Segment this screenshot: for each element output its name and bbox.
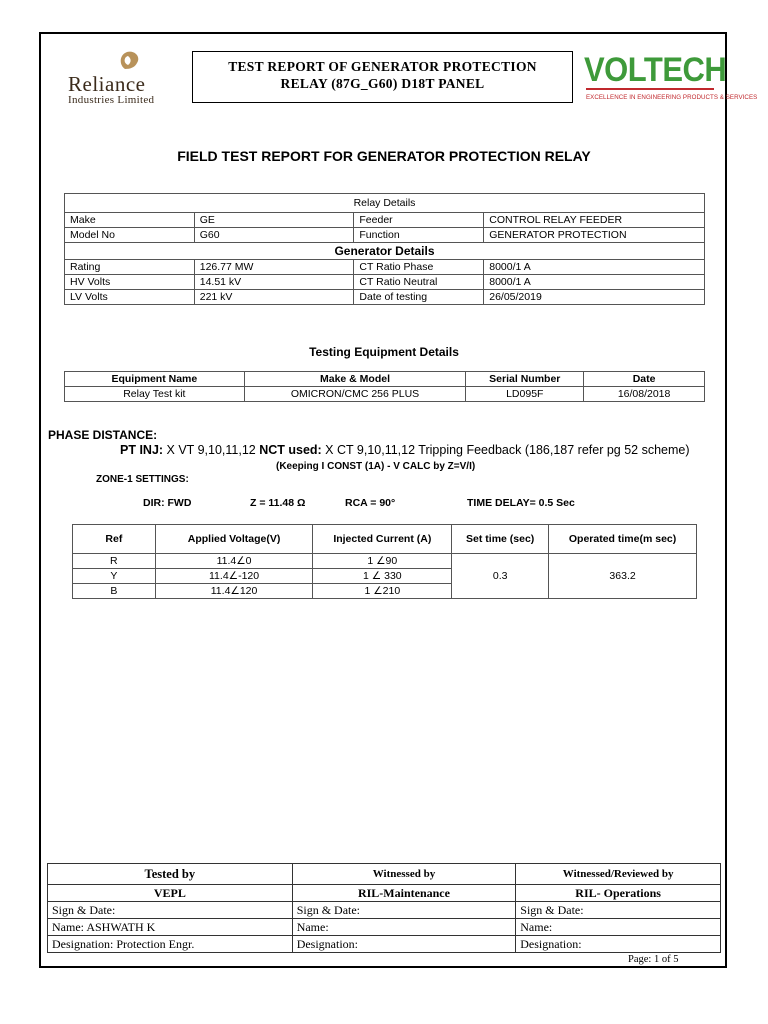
cell: 1 ∠ 330 [313, 569, 452, 584]
cell: B [73, 584, 156, 599]
table-header-row [73, 525, 697, 554]
cell: Designation: [516, 936, 721, 953]
cell: Function [354, 228, 484, 243]
relay-details-heading: Relay Details [65, 194, 705, 213]
table-row [65, 243, 705, 260]
column-header: Date [584, 372, 705, 387]
generator-details-heading: Generator Details [65, 243, 705, 260]
company-subtitle: Industries Limited [68, 94, 155, 106]
org-cell: RIL-Maintenance [292, 885, 516, 902]
cell: HV Volts [65, 275, 195, 290]
cell: LV Volts [65, 290, 195, 305]
zone-settings-label: ZONE-1 SETTINGS: [96, 474, 189, 485]
phase-distance-title: PHASE DISTANCE: [48, 428, 158, 442]
pt-value: X VT 9,10,11,12 [163, 443, 260, 457]
org-cell: RIL- Operations [516, 885, 721, 902]
cell: 16/08/2018 [584, 387, 705, 402]
cell: CT Ratio Neutral [354, 275, 484, 290]
company-name: Reliance [68, 72, 146, 96]
cell: 8000/1 A [484, 275, 705, 290]
page-number: Page: 1 of 5 [628, 954, 679, 965]
cell: Designation: Protection Engr. [48, 936, 293, 953]
time-delay-setting: TIME DELAY= 0.5 Sec [467, 497, 575, 509]
rca-setting: RCA = 90° [345, 497, 396, 509]
column-header: Operated time(m sec) [549, 525, 697, 554]
cell: GENERATOR PROTECTION [484, 228, 705, 243]
table-row [65, 275, 705, 290]
cell: 26/05/2019 [484, 290, 705, 305]
cell: G60 [194, 228, 354, 243]
cell: Name: ASHWATH K [48, 919, 293, 936]
table-row [48, 936, 721, 953]
cell: Designation: [292, 936, 516, 953]
table-row [65, 228, 705, 243]
cell: Relay Test kit [65, 387, 245, 402]
test-results-table [72, 524, 697, 599]
table-header-row [65, 372, 705, 387]
column-header: Set time (sec) [452, 525, 549, 554]
cell: Rating [65, 260, 195, 275]
column-header: Witnessed by [292, 864, 516, 885]
nct-label: NCT used: [259, 443, 322, 457]
cell: Y [73, 569, 156, 584]
cell: 14.51 kV [194, 275, 354, 290]
table-row [48, 902, 721, 919]
main-title: FIELD TEST REPORT FOR GENERATOR PROTECTION RELAY [177, 148, 591, 164]
column-header: Tested by [48, 864, 293, 885]
cell: GE [194, 213, 354, 228]
cell: 126.77 MW [194, 260, 354, 275]
column-header: Witnessed/Reviewed by [516, 864, 721, 885]
cell: Make [65, 213, 195, 228]
cell: Sign & Date: [48, 902, 293, 919]
cell: Feeder [354, 213, 484, 228]
cell: CONTROL RELAY FEEDER [484, 213, 705, 228]
cell: 11.4∠0 [155, 554, 313, 569]
cell: Name: [516, 919, 721, 936]
cell: Sign & Date: [292, 902, 516, 919]
keeping-note: (Keeping I CONST (1A) - V CALC by Z=V/I) [276, 461, 476, 472]
cell: OMICRON/CMC 256 PLUS [244, 387, 466, 402]
equipment-table [64, 371, 705, 402]
cell: 8000/1 A [484, 260, 705, 275]
column-header: Injected Current (A) [313, 525, 452, 554]
column-header: Serial Number [466, 372, 584, 387]
cell: Model No [65, 228, 195, 243]
direction-setting: DIR: FWD [143, 497, 192, 509]
equipment-title: Testing Equipment Details [309, 345, 459, 359]
cell: 1 ∠90 [313, 554, 452, 569]
report-title-line2: RELAY (87G_G60) D18T PANEL [280, 76, 485, 91]
vendor-tagline: EXCELLENCE IN ENGINEERING PRODUCTS & SERVICES [586, 94, 758, 101]
table-row [65, 387, 705, 402]
table-row [65, 194, 705, 213]
column-header: Ref [73, 525, 156, 554]
cell: 11.4∠-120 [155, 569, 313, 584]
table-row [48, 885, 721, 902]
report-title-line1: TEST REPORT OF GENERATOR PROTECTION [228, 59, 537, 74]
cell: 1 ∠210 [313, 584, 452, 599]
set-time-cell: 0.3 [452, 554, 549, 599]
cell: Date of testing [354, 290, 484, 305]
vendor-logo: VOLTECH [584, 50, 727, 89]
vendor-logo-rule [586, 88, 714, 90]
table-row [65, 213, 705, 228]
cell: 11.4∠120 [155, 584, 313, 599]
table-row [65, 260, 705, 275]
report-title-box [192, 51, 573, 103]
relay-details-table [64, 193, 705, 305]
impedance-setting: Z = 11.48 Ω [250, 497, 306, 509]
column-header: Make & Model [244, 372, 466, 387]
org-cell: VEPL [48, 885, 293, 902]
signature-table [47, 863, 721, 953]
table-row [73, 554, 697, 569]
table-header-row [48, 864, 721, 885]
nct-value: X CT 9,10,11,12 Tripping Feedback (186,187 refer pg 52 scheme) [321, 443, 690, 457]
operated-time-cell: 363.2 [549, 554, 697, 599]
pt-label: PT INJ: [120, 443, 164, 457]
cell: 221 kV [194, 290, 354, 305]
column-header: Equipment Name [65, 372, 245, 387]
injection-line [120, 443, 690, 457]
column-header: Applied Voltage(V) [155, 525, 313, 554]
cell: LD095F [466, 387, 584, 402]
cell: R [73, 554, 156, 569]
table-row [65, 290, 705, 305]
cell: Name: [292, 919, 516, 936]
cell: CT Ratio Phase [354, 260, 484, 275]
cell: Sign & Date: [516, 902, 721, 919]
table-row [48, 919, 721, 936]
